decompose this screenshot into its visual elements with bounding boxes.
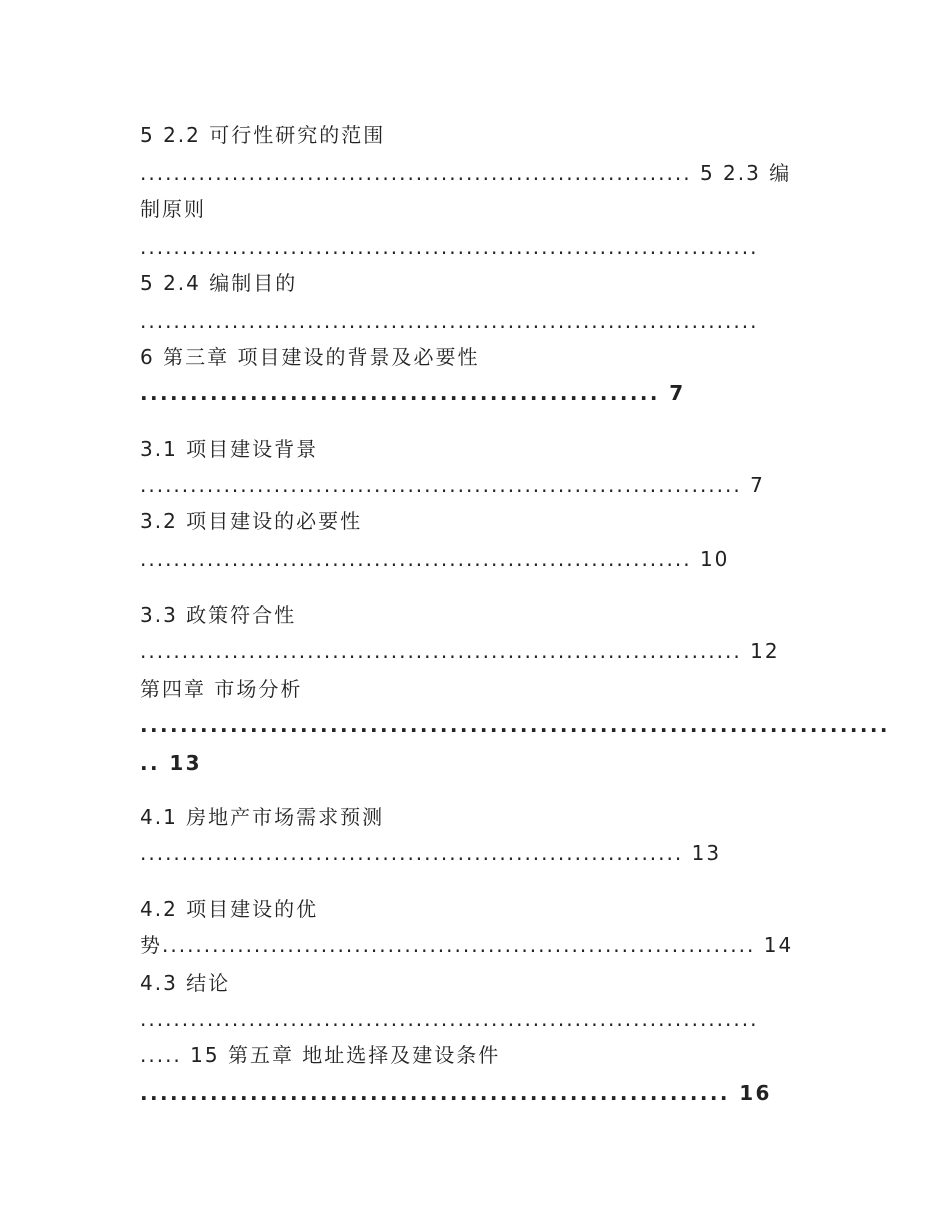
toc-line: 4.2 项目建设的优 [140, 897, 319, 921]
toc-leader-line: .......................................................................... [140, 309, 759, 333]
toc-line: 制原则 [140, 197, 206, 221]
toc-line: 3.1 项目建设背景 [140, 437, 319, 461]
toc-line: 4.3 结论 [140, 971, 231, 995]
toc-line: 5 2.4 编制目的 [140, 271, 298, 295]
toc-leader-line-bold: ........................................................... 16 [140, 1081, 772, 1105]
toc-leader-line-bold: ........................................................................... [140, 713, 890, 737]
toc-leader-line: ................................................................. 13 [140, 841, 722, 865]
toc-leader-line: ........................................................................ 12 [140, 639, 780, 663]
toc-leader-line: .................................................................. 10 [140, 547, 730, 571]
toc-leader-line: .......................................................................... [140, 235, 759, 259]
toc-line: ..... 15 第五章 地址选择及建设条件 [140, 1043, 501, 1067]
toc-line: 3.3 政策符合性 [140, 603, 297, 627]
toc-line: 第四章 市场分析 [140, 677, 303, 701]
toc-line: 势....................................................................... 14 [140, 933, 794, 957]
toc-line-bold: .. 13 [140, 751, 202, 775]
toc-leader-line-bold: .................................................... 7 [140, 381, 686, 405]
toc-leader-line: .......................................................................... [140, 1007, 759, 1031]
toc-leader-line: ........................................................................ 7 [140, 473, 765, 497]
toc-line: .................................................................. 5 2.3 编 [140, 161, 792, 185]
toc-line: 4.1 房地产市场需求预测 [140, 805, 385, 829]
toc-line: 6 第三章 项目建设的背景及必要性 [140, 345, 480, 369]
toc-line: 5 2.2 可行性研究的范围 [140, 123, 386, 147]
toc-line: 3.2 项目建设的必要性 [140, 509, 363, 533]
